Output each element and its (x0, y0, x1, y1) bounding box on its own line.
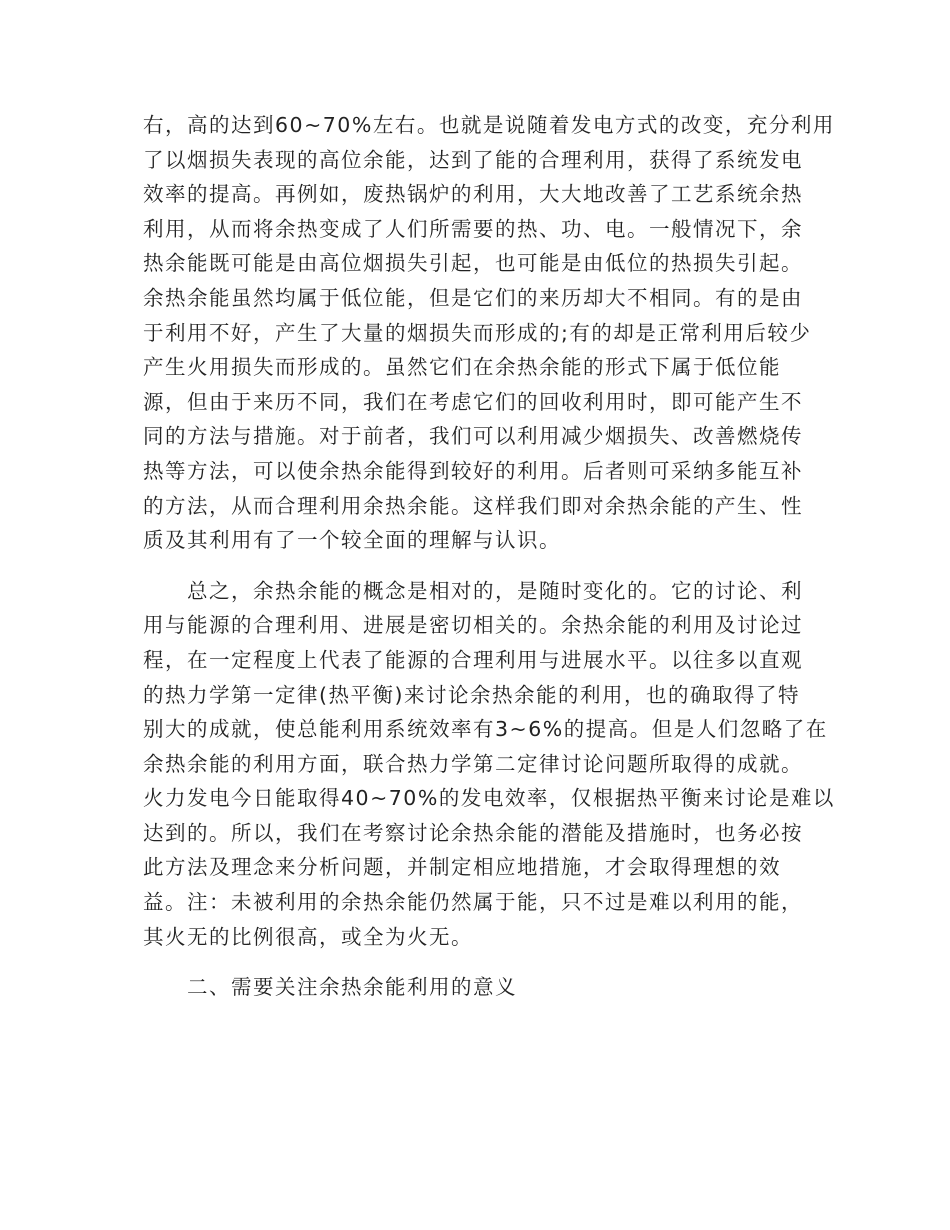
text-line: 其火无的比例很高，或全为火无。 (143, 924, 473, 949)
paragraph-2 (143, 574, 835, 955)
text-line: 的热力学第一定律(热平衡)来讨论余热余能的利用，也的确取得了特 (143, 682, 800, 707)
paragraph-1 (143, 108, 835, 558)
text-line: 源，但由于来历不同，我们在考虑它们的回收利用时，即可能产生不 (143, 389, 803, 414)
document-body (143, 108, 835, 1005)
text-line: 此方法及理念来分析问题，并制定相应地措施，才会取得理想的效 (143, 855, 781, 880)
paragraph-gap (143, 558, 807, 574)
text-line: 的方法，从而合理利用余热余能。这样我们即对余热余能的产生、性 (143, 493, 803, 518)
text-line: 热余能既可能是由高位烟损失引起，也可能是由低位的热损失引起。 (143, 251, 803, 276)
text-line: 热等方法，可以使余热余能得到较好的利用。后者则可采纳多能互补 (143, 458, 803, 483)
text-line: 总之，余热余能的概念是相对的，是随时变化的。它的讨论、利 (187, 578, 803, 603)
text-line: 用与能源的合理利用、进展是密切相关的。余热余能的利用及讨论过 (143, 613, 803, 638)
text-line: 火力发电今日能取得40~70%的发电效率，仅根据热平衡来讨论是难以 (143, 786, 835, 811)
text-line: 于利用不好，产生了大量的烟损失而形成的;有的却是正常利用后较少 (143, 320, 812, 345)
text-line: 产生火用损失而形成的。虽然它们在余热余能的形式下属于低位能 (143, 355, 781, 380)
paragraph-gap (143, 954, 807, 970)
text-line: 达到的。所以，我们在考察讨论余热余能的潜能及措施时，也务必按 (143, 820, 803, 845)
text-line: 别大的成就，使总能利用系统效率有3~6%的提高。但是人们忽略了在 (143, 717, 828, 742)
text-line: 了以烟损失表现的高位余能，达到了能的合理利用，获得了系统发电 (143, 147, 803, 172)
text-line: 程，在一定程度上代表了能源的合理利用与进展水平。以往多以直观 (143, 647, 803, 672)
text-line: 效率的提高。再例如，废热锅炉的利用，大大地改善了工艺系统余热 (143, 182, 803, 207)
text-line: 利用，从而将余热变成了人们所需要的热、功、电。一般情况下，余 (143, 216, 803, 241)
text-line: 同的方法与措施。对于前者，我们可以利用减少烟损失、改善燃烧传 (143, 424, 803, 449)
text-line: 右，高的达到60~70%左右。也就是说随着发电方式的改变，充分利用 (143, 113, 835, 137)
section-heading: 二、需要关注余热余能利用的意义 (187, 975, 517, 1000)
text-line: 益。注：未被利用的余热余能仍然属于能，只不过是难以利用的能， (143, 890, 803, 915)
text-line: 余热余能的利用方面，联合热力学第二定律讨论问题所取得的成就。 (143, 751, 803, 776)
text-line: 质及其利用有了一个较全面的理解与认识。 (143, 528, 561, 553)
text-line: 余热余能虽然均属于低位能，但是它们的来历却大不相同。有的是由 (143, 285, 803, 310)
